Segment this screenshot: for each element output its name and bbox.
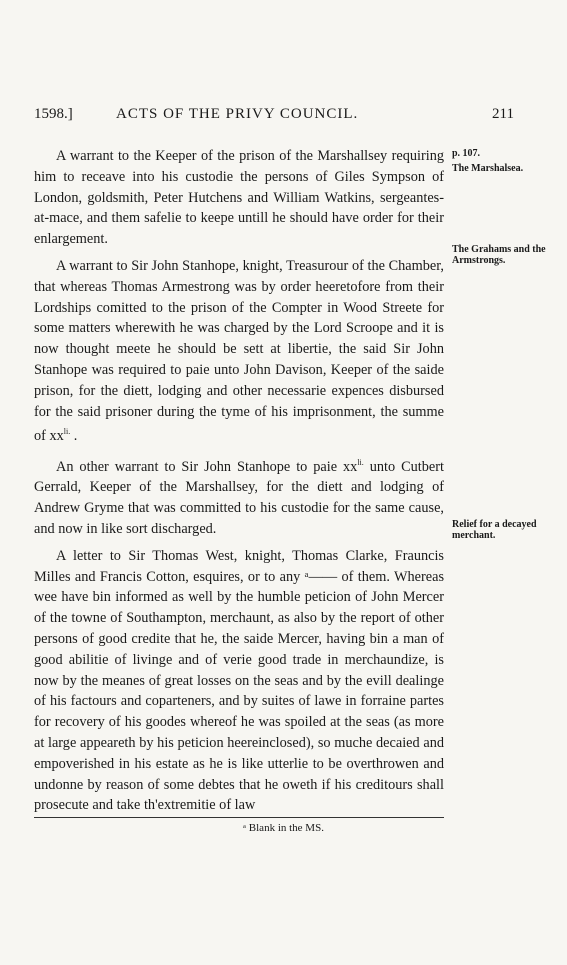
body-text (34, 146, 444, 822)
header-year: 1598.] (34, 106, 73, 122)
header-title: ACTS OF THE PRIVY COUNCIL. (116, 106, 359, 122)
page-number: 211 (492, 106, 514, 122)
margin-note-relief: Relief for a decayed merchant. (452, 519, 537, 541)
footnote-rule (34, 817, 444, 818)
margin-note-page-ref: p. 107. (452, 148, 481, 159)
margin-note-grahams: The Grahams and the Armstrongs. (452, 244, 546, 266)
footnote: ᵃ Blank in the MS. (243, 822, 324, 834)
paragraph-4: A letter to Sir Thomas West, knight, Thomas Clarke, Frauncis Milles and Francis Cotton, esquires, or to any ᵃ—— of them. Whereas wee have bin informed as well by the humble peticion of John Mercer of the towne of Southampton, merchaunt, as also by the report of other persons of good credite that he, the saide Mercer, having bin a man of good abilitie of livinge and of verie good trade in merchaundize, is now by the meanes of great losses on the seas and by the evill dealinge of his factours and coparteners, and by suites of lawe in forraine partes for recovery of his goodes whereof he was spoiled at the seas (as more at large appeareth by his peticion heereinclosed), so muche decaied and empoverished in his estate as he is like utterlie to be overthrowen and undonne by reason of some debtes that he oweth if his creditours shall prosecute and take th'extremitie of law (34, 547, 445, 814)
running-header (34, 106, 514, 128)
margin-note-marshalsea: The Marshalsea. (452, 163, 524, 174)
paragraph-1: A warrant to the Keeper of the prison of the Marshallsey requiring him to receave into his custodie the persons of Giles Sympson of London, goldsmith, Peter Hutchens and William Watkins, sergeantes-at-mace, and them safelie to keepe untill he should have order for their enlargement. (34, 148, 444, 248)
paragraph-3: An other warrant to Sir John Stanhope to paie $xx^{li.}$ unto Cutbert Gerrald, Keeper of the Marshallsey, for the diett and lodging of Andrew Gryme that was committed to his custodie for the same cause, and now in like sort discharged. (34, 457, 444, 538)
paragraph-2: A warrant to Sir John Stanhope, knight, Treasurour of the Chamber, that whereas Thomas Armestrong was by order heeretofore from their Lordships comitted to the prison of the Compter in Wood Streete for some matters wherewith he was charged by the Lord Scroope and it is now thought meete he should be sett at libertie, the said Sir John Stanhope was required to paie unto John Davison, Keeper of the saide prison, for the diett, lodging and other necessarie expences disbursed for the said prisoner during the tyme of his imprisonment, the summe of $xx^{li.}$ . (34, 257, 444, 445)
